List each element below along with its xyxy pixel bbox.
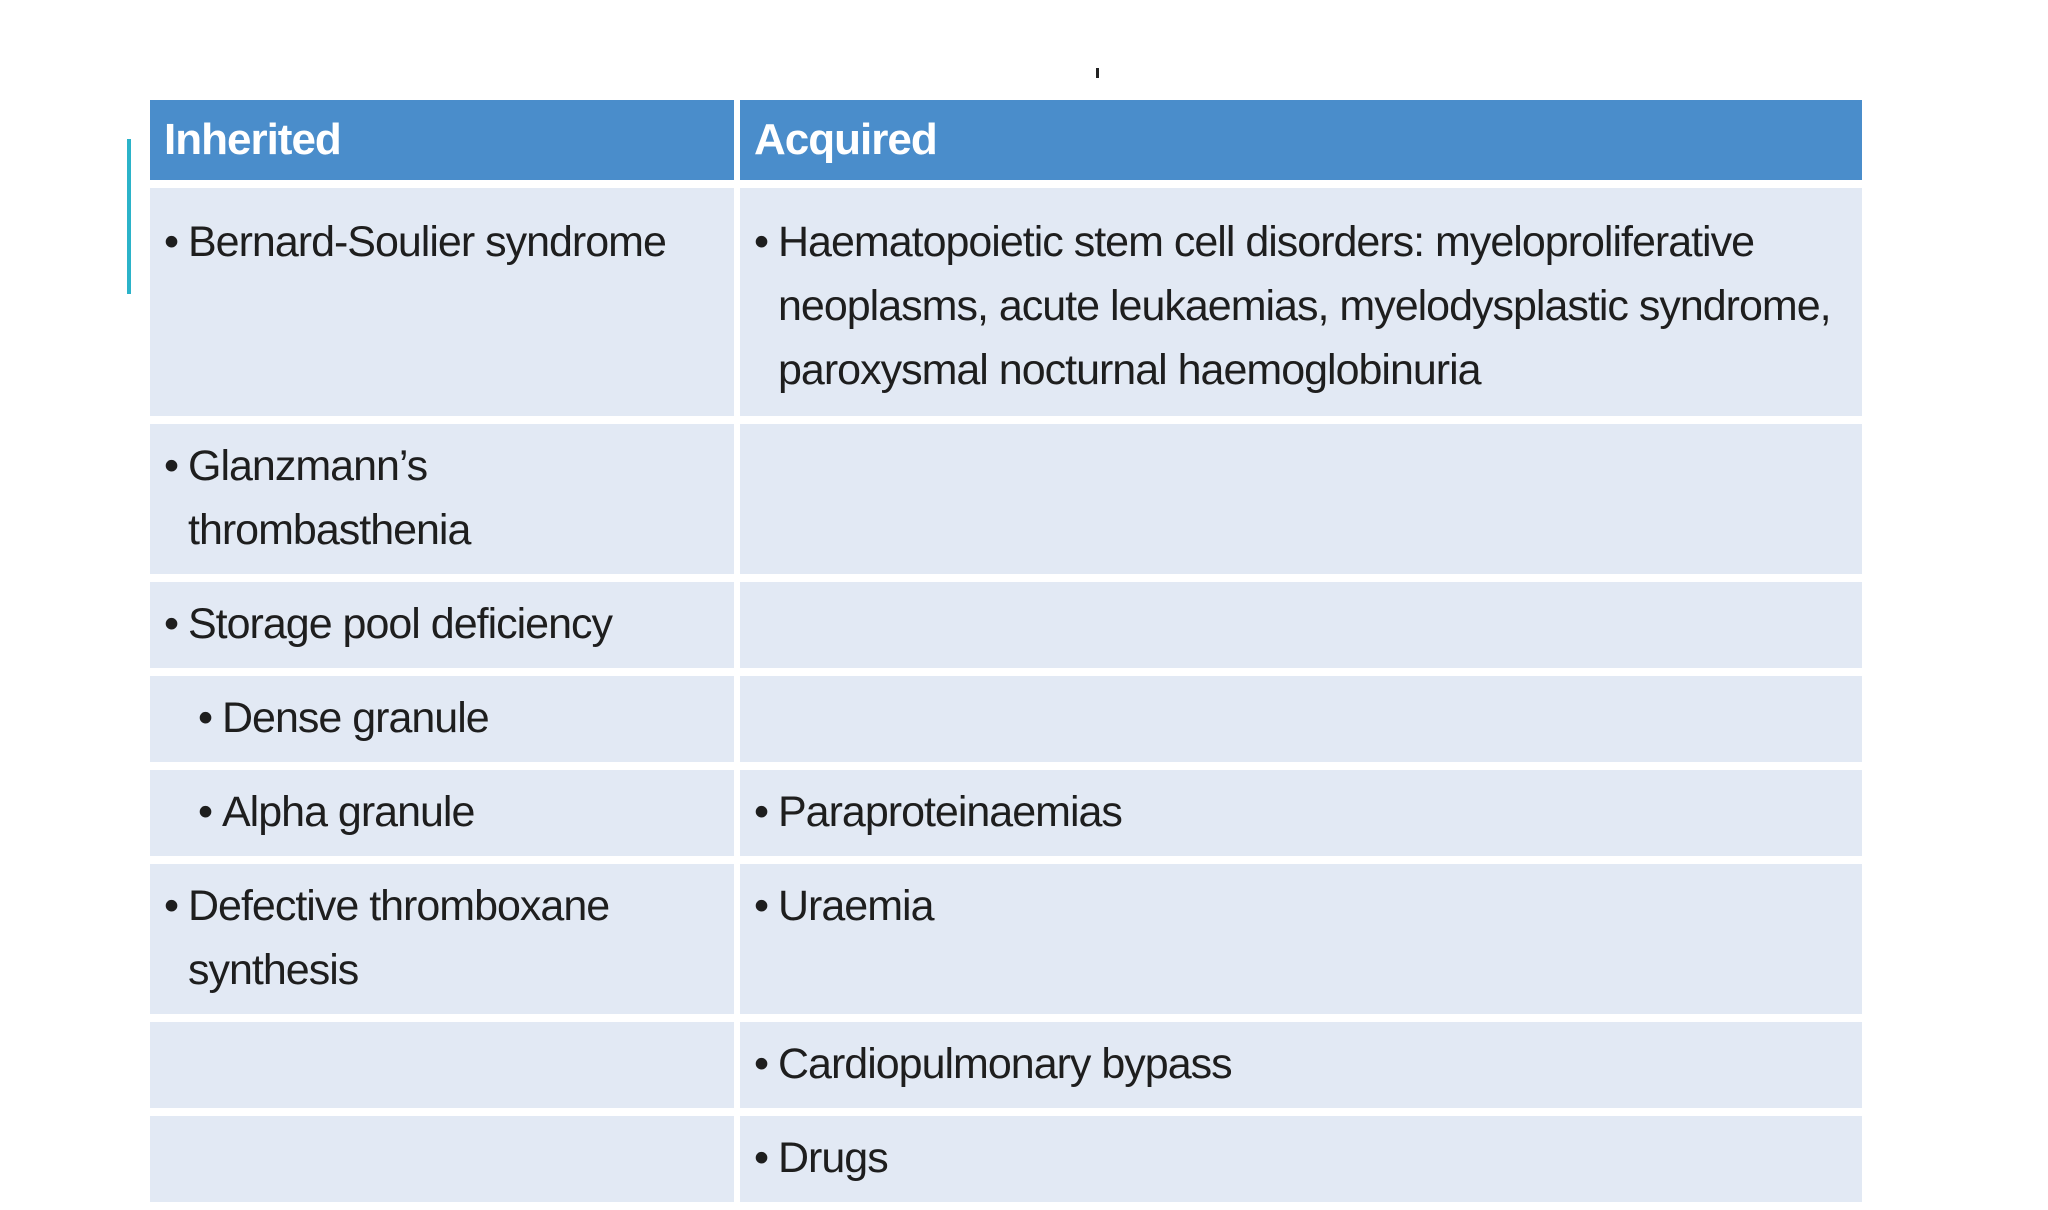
acquired-item	[754, 780, 1848, 844]
cell-acquired	[740, 864, 1862, 1014]
acquired-item-text: Haematopoietic stem cell disorders: myeloproliferative neoplasms, acute leukaemias, myelodysplastic syndrome, paroxysmal nocturnal haemoglobinuria	[778, 218, 1831, 394]
cell-acquired	[740, 770, 1862, 856]
bullet-icon: •	[754, 1040, 769, 1088]
accent-bar	[127, 139, 131, 294]
inherited-item	[164, 592, 720, 656]
table-row	[150, 582, 1862, 668]
cell-acquired	[740, 582, 1862, 668]
acquired-item	[754, 874, 1848, 938]
table-row	[150, 1022, 1862, 1108]
acquired-item-text: Cardiopulmonary bypass	[778, 1040, 1232, 1088]
header-acquired: Acquired	[740, 100, 1862, 180]
table-body	[150, 188, 1862, 1202]
bullet-icon: •	[198, 694, 213, 742]
table-row	[150, 1116, 1862, 1202]
bullet-icon: •	[164, 882, 179, 930]
cell-acquired	[740, 1116, 1862, 1202]
cell-inherited	[150, 770, 734, 856]
inherited-item-text: Bernard-Soulier syndrome	[188, 218, 666, 266]
header-row	[150, 100, 1862, 180]
inherited-item	[164, 686, 720, 750]
cell-acquired	[740, 424, 1862, 574]
bullet-icon: •	[198, 788, 213, 836]
inherited-item-text: Dense granule	[222, 694, 489, 742]
acquired-item-text: Drugs	[778, 1134, 888, 1182]
inherited-item	[164, 434, 720, 562]
acquired-item-text: Uraemia	[778, 882, 934, 930]
cell-inherited	[150, 1116, 734, 1202]
cell-inherited	[150, 582, 734, 668]
comparison-table	[144, 92, 1868, 1210]
bullet-icon: •	[754, 882, 769, 930]
inherited-item	[164, 780, 720, 844]
bullet-icon: •	[164, 442, 179, 490]
table-row	[150, 676, 1862, 762]
table-row	[150, 864, 1862, 1014]
bullet-icon: •	[754, 788, 769, 836]
inherited-item-text: Storage pool deficiency	[188, 600, 613, 648]
inherited-item	[164, 210, 720, 274]
acquired-item	[754, 1126, 1848, 1190]
inherited-item	[164, 874, 720, 1002]
inherited-item-text: Glanzmann’s thrombasthenia	[188, 442, 471, 554]
cell-acquired	[740, 188, 1862, 416]
cell-acquired	[740, 1022, 1862, 1108]
cell-inherited	[150, 424, 734, 574]
bullet-icon: •	[164, 218, 179, 266]
acquired-item-text: Paraproteinaemias	[778, 788, 1122, 836]
table-row	[150, 424, 1862, 574]
cell-inherited	[150, 1022, 734, 1108]
cell-inherited	[150, 864, 734, 1014]
bullet-icon: •	[754, 218, 769, 266]
tick-mark	[1096, 68, 1099, 78]
table-row	[150, 188, 1862, 416]
inherited-item-text: Defective thromboxane synthesis	[188, 882, 610, 994]
cell-inherited	[150, 676, 734, 762]
table-row	[150, 770, 1862, 856]
cell-acquired	[740, 676, 1862, 762]
acquired-item	[754, 210, 1848, 402]
acquired-item	[754, 1032, 1848, 1096]
inherited-item-text: Alpha granule	[222, 788, 475, 836]
bullet-icon: •	[754, 1134, 769, 1182]
header-inherited: Inherited	[150, 100, 734, 180]
bullet-icon: •	[164, 600, 179, 648]
cell-inherited	[150, 188, 734, 416]
